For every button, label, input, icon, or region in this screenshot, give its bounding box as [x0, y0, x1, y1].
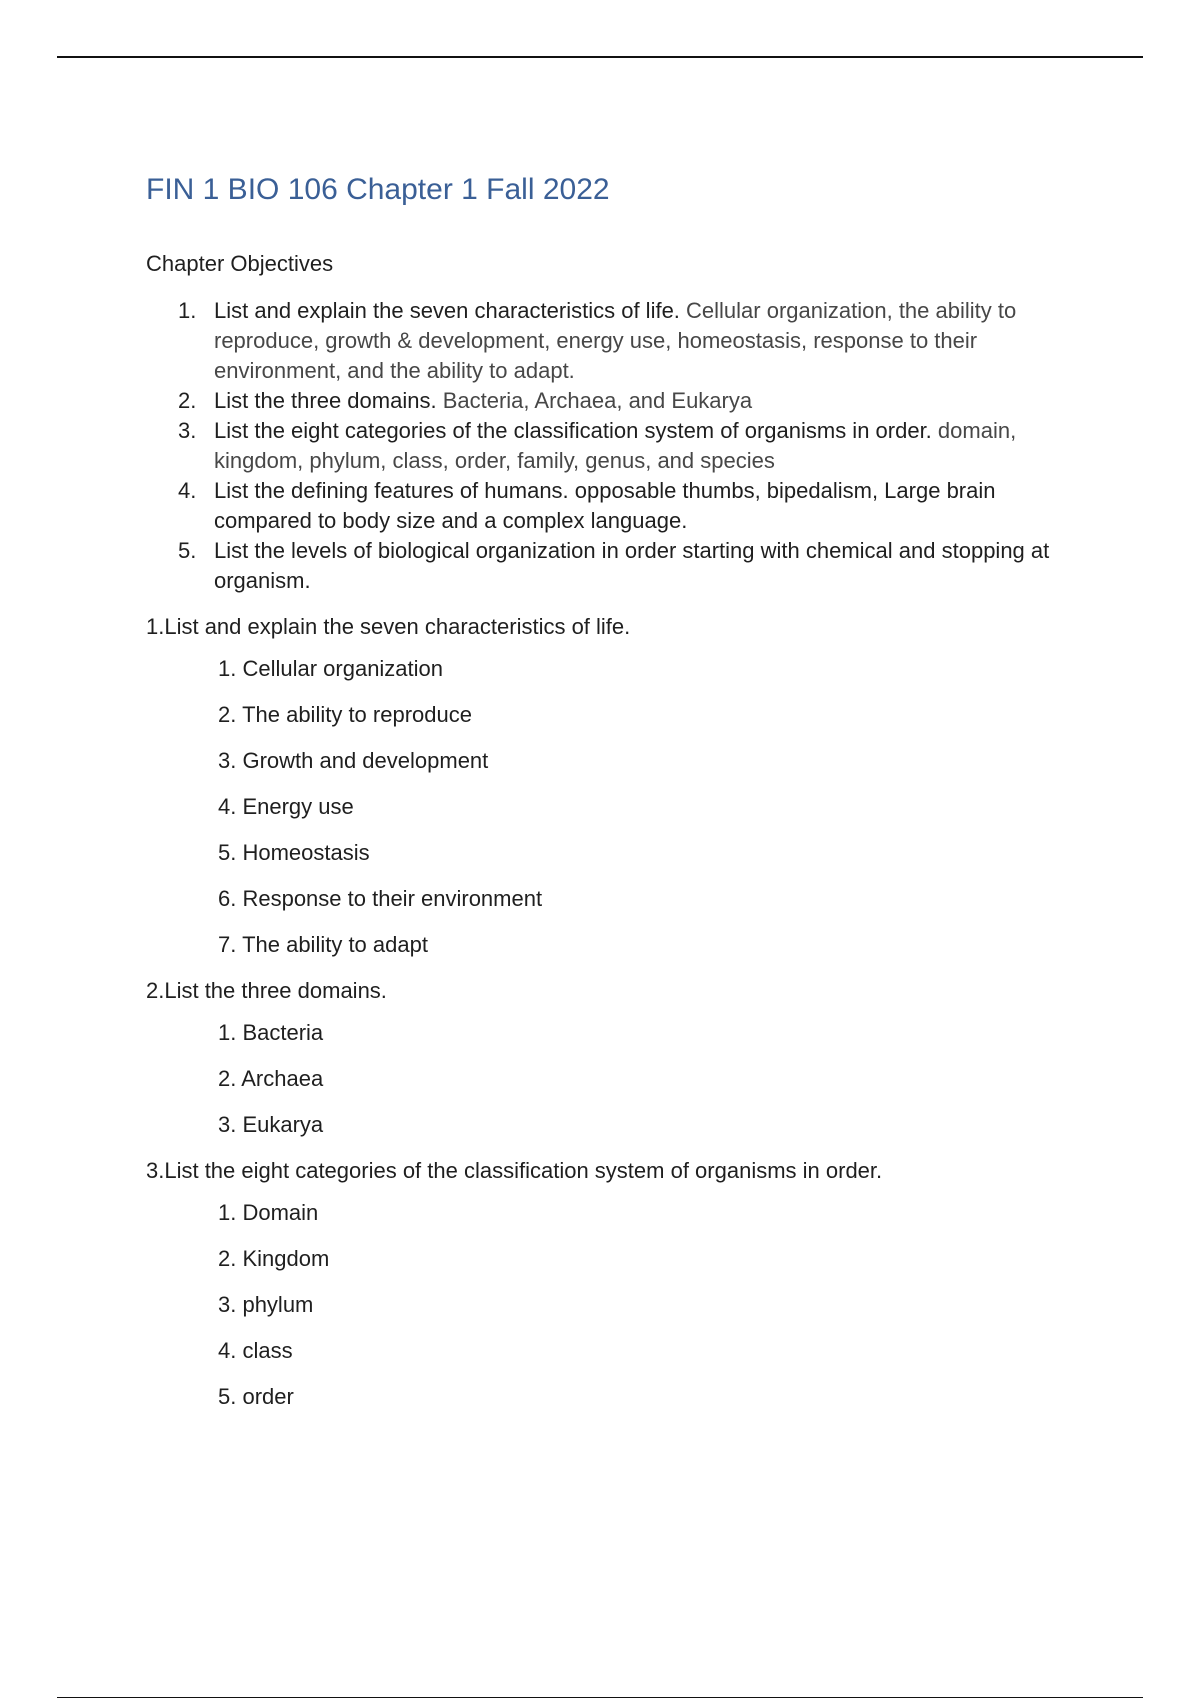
chapter-objectives-heading: Chapter Objectives: [146, 251, 334, 276]
objective-question: List the eight categories of the classification system of organisms in order.: [214, 418, 932, 443]
objective-number: 2.: [178, 388, 197, 413]
list-item: 1. Cellular organization: [218, 656, 444, 681]
objective-number: 1.: [178, 298, 197, 323]
list-item: 3. phylum: [218, 1292, 314, 1317]
objective-question: List the defining features of humans. opposable thumbs, bipedalism, Large brain compared to body size and a complex language.: [214, 478, 996, 533]
objective-answer: Bacteria, Archaea, and Eukarya: [436, 388, 753, 413]
list-item: 1. Domain: [218, 1200, 319, 1225]
objective-item: [146, 416, 1106, 476]
objective-question: List the three domains.: [214, 388, 437, 413]
list-item: 2. The ability to reproduce: [218, 702, 472, 727]
list-item: 5. order: [218, 1384, 294, 1409]
objective-number: 3.: [178, 418, 197, 443]
list-item: 6. Response to their environment: [218, 886, 543, 911]
objective-answer: domain, kingdom, phylum, class, order, family, genus, and species: [214, 418, 1017, 473]
bottom-rule: [57, 1697, 1143, 1698]
objective-question: List and explain the seven characteristics of life.: [214, 298, 680, 323]
list-item: 7. The ability to adapt: [218, 932, 428, 957]
objectives-list: [146, 296, 1106, 596]
list-item: 4. Energy use: [218, 794, 354, 819]
list-item: 2. Kingdom: [218, 1246, 330, 1271]
list-item: 2. Archaea: [218, 1066, 324, 1091]
objective-number: 5.: [178, 538, 197, 563]
list-item: 1. Bacteria: [218, 1020, 324, 1045]
list-item: 3. Growth and development: [218, 748, 489, 773]
objective-item: [146, 386, 1106, 416]
section-heading: 3.List the eight categories of the classification system of organisms in order.: [146, 1158, 883, 1183]
list-item: 4. class: [218, 1338, 293, 1363]
objective-item: [146, 476, 1106, 536]
list-item: 3. Eukarya: [218, 1112, 324, 1137]
answer-list: [146, 1198, 1106, 1412]
objective-answer: Cellular organization, the ability to reproduce, growth & development, energy use, homeostasis, response to their environment, and the ability to adapt.: [214, 298, 1017, 383]
objective-number: 4.: [178, 478, 197, 503]
answer-list: [146, 1018, 1106, 1140]
objective-item: [146, 296, 1106, 386]
document-title: FIN 1 BIO 106 Chapter 1 Fall 2022: [146, 173, 610, 206]
list-item: 5. Homeostasis: [218, 840, 370, 865]
document-body: [146, 150, 1106, 1428]
section-heading: 1.List and explain the seven characteristics of life.: [146, 614, 631, 639]
top-rule: [57, 56, 1143, 58]
section-heading: 2.List the three domains.: [146, 978, 387, 1003]
objective-item: [146, 536, 1106, 596]
answer-list: [146, 654, 1106, 960]
objective-question: List the levels of biological organization in order starting with chemical and stopping at organism.: [214, 538, 1050, 593]
